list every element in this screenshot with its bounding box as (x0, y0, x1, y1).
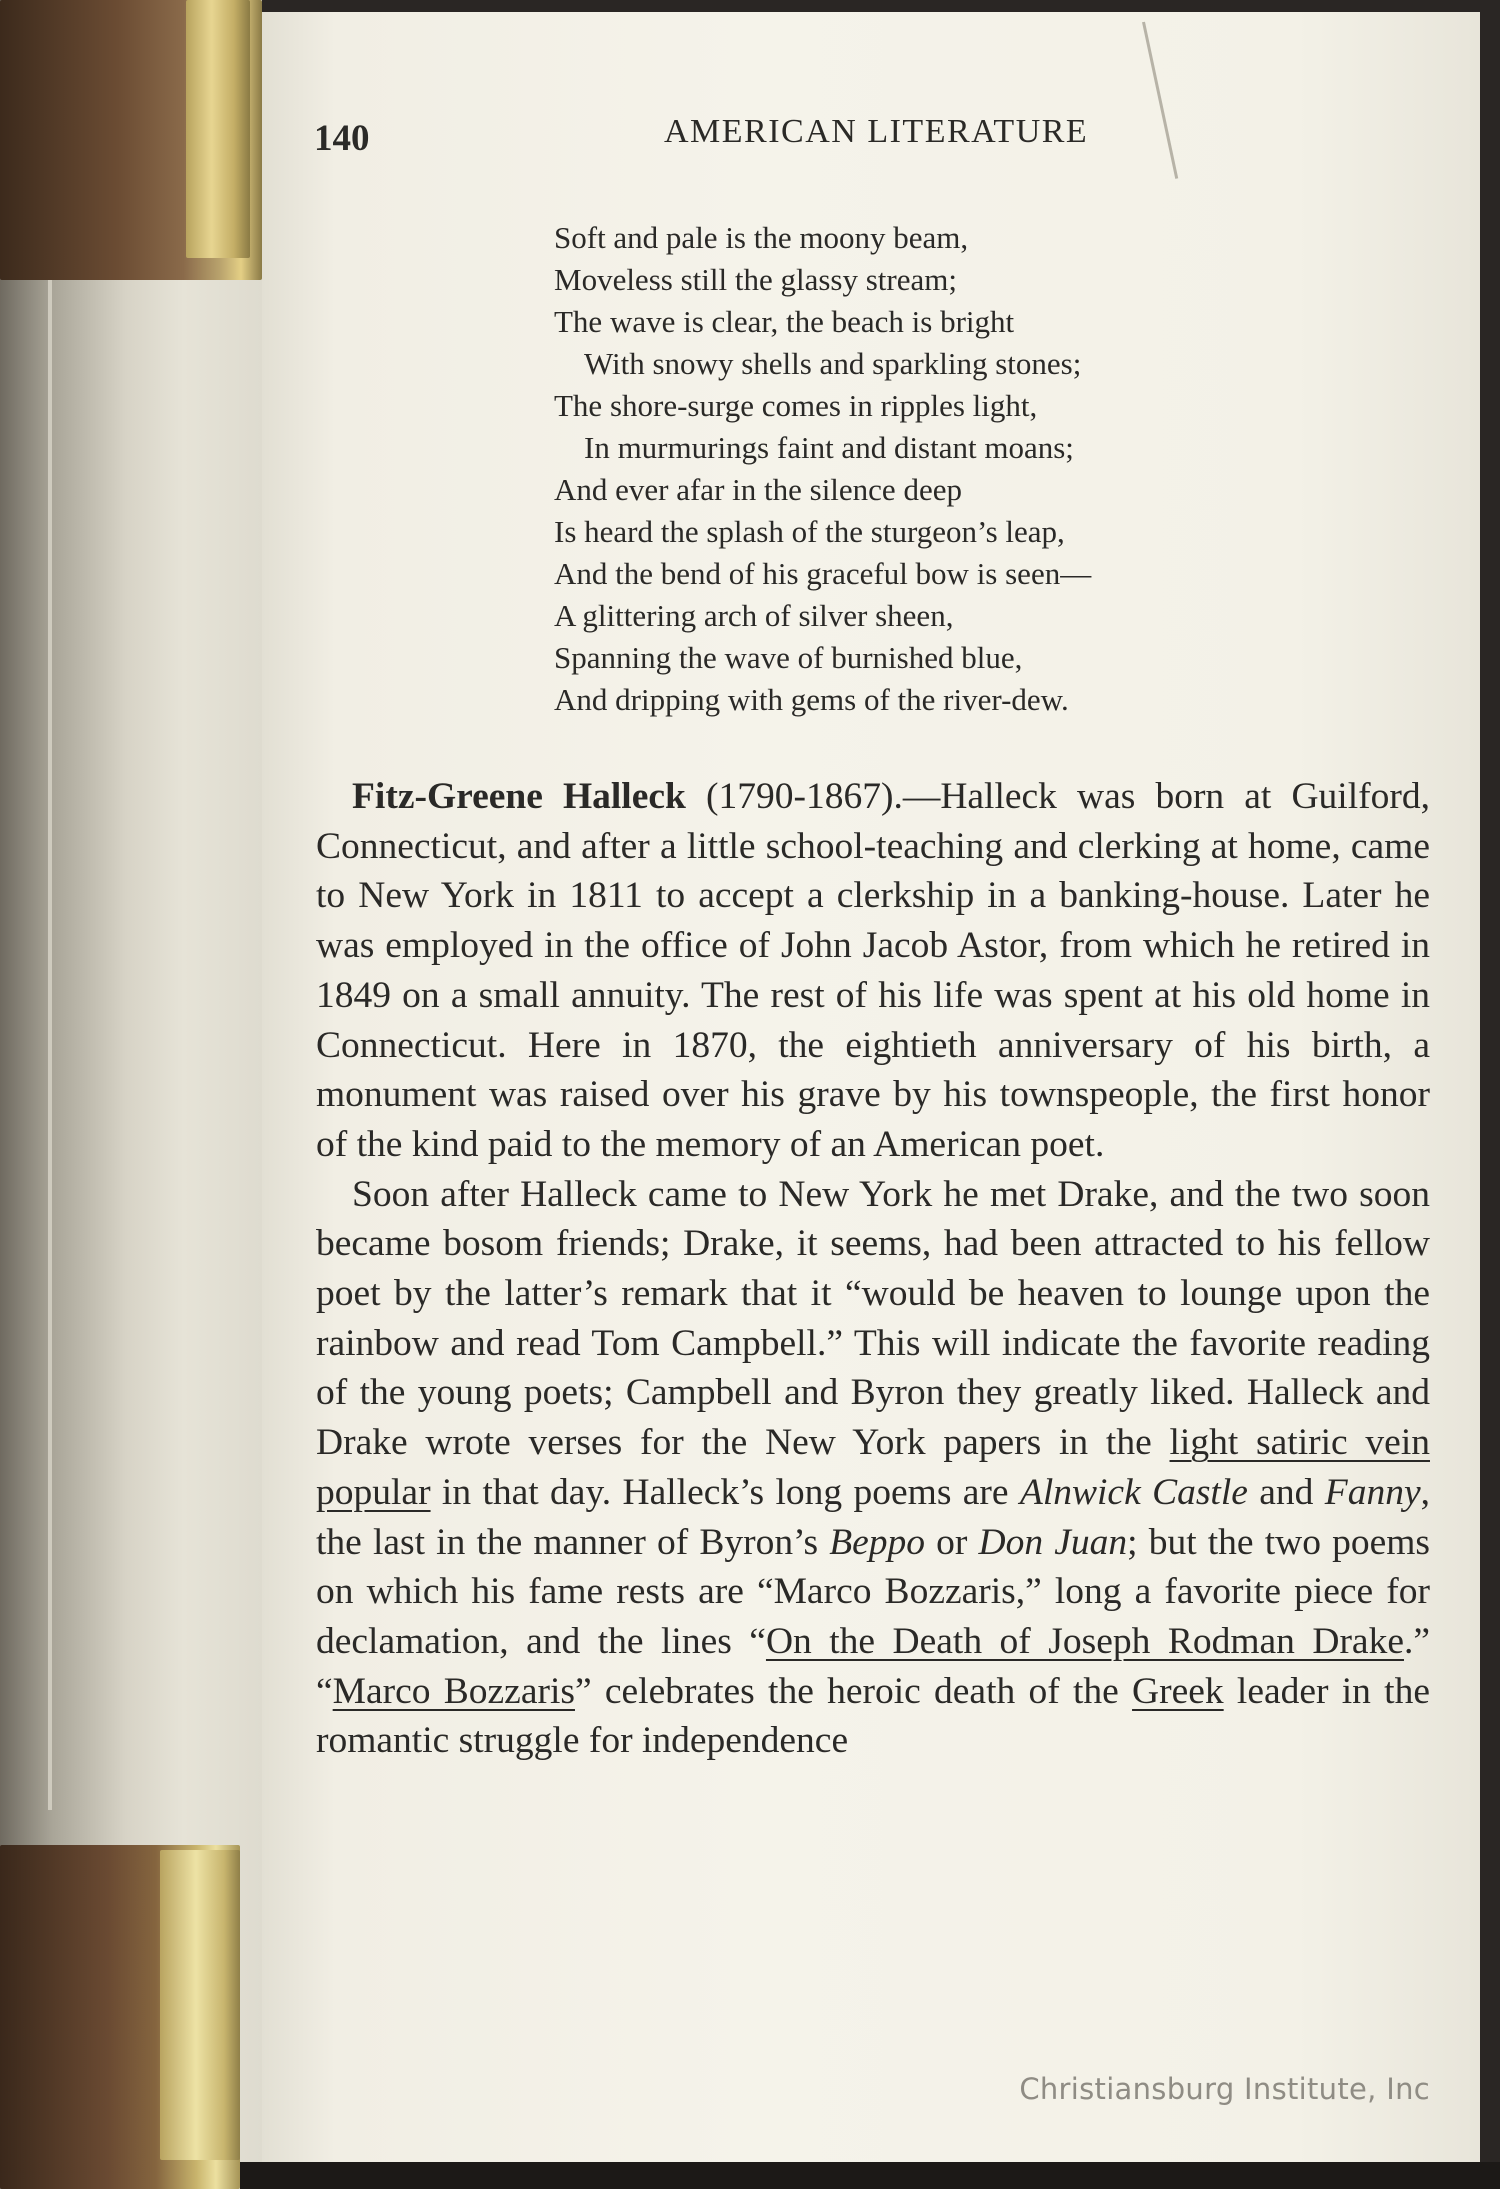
underlined-text: Marco Bozzaris (332, 1670, 575, 1712)
poem-line: Is heard the splash of the sturgeon’s leap, (554, 514, 1065, 549)
poem-line: Spanning the wave of burnished blue, (554, 640, 1023, 675)
text-run: .” “ (316, 1620, 1431, 1712)
running-title: AMERICAN LITERATURE (664, 113, 1089, 150)
poem-line: Soft and pale is the moony beam, (554, 220, 969, 255)
text-run: or (925, 1521, 979, 1563)
title-fanny: Fanny (1324, 1471, 1421, 1513)
title-beppo: Beppo (829, 1521, 926, 1563)
page-tab-bottom-edge (160, 1850, 240, 2160)
paragraph-halleck-bio (316, 772, 1430, 1170)
poem-line: And ever afar in the silence deep (554, 472, 962, 507)
page-tab-top-edge (186, 0, 250, 258)
poem-line: The shore-surge comes in ripples light, (554, 388, 1038, 423)
page-bottom-shadow (240, 2162, 1500, 2189)
text-run: , the last in the manner of Byron’s (316, 1471, 1430, 1563)
page-number: 140 (314, 118, 370, 159)
poem-line: Moveless still the glassy stream; (554, 262, 957, 297)
paragraph-halleck-drake (316, 1170, 1430, 1766)
text-run: and (1247, 1471, 1325, 1513)
poem-line: A glittering arch of silver sheen, (554, 598, 954, 633)
body-text (316, 772, 1430, 1766)
binding-line (48, 260, 52, 1810)
underlined-text: Greek (1132, 1670, 1224, 1712)
poem-line: And dripping with gems of the river-dew. (554, 682, 1069, 717)
poem-line: The wave is clear, the beach is bright (554, 304, 1015, 339)
poem-line: In murmurings faint and distant moans; (584, 430, 1074, 465)
poem (554, 217, 1314, 721)
watermark: Christiansburg Institute, Inc (1019, 2072, 1430, 2106)
book-page (262, 12, 1480, 2162)
text-run: leader in the romantic struggle for independence (316, 1670, 1430, 1762)
title-alnwick-castle: Alnwick Castle (1019, 1471, 1248, 1513)
title-don-juan: Don Juan (978, 1521, 1128, 1563)
page-header (314, 113, 1354, 177)
underlined-text: On the Death of Joseph Rodman Drake (765, 1620, 1404, 1662)
author-name: Fitz-Greene Halleck (352, 776, 686, 817)
poem-line: With snowy shells and sparkling stones; (584, 346, 1082, 381)
underlined-text: light satiric vein popular (316, 1422, 1430, 1513)
bio-text: (1790-1867).—Halleck was born at Guilford, Connecticut, and after a little school-teaching and clerking at home, came to New York in 1811 to accept a clerkship in a banking-house. Later he was employed in the office of John Jacob Astor, from which he retired in 1849 on a small annuity. The rest of his life was spent at his old home in Connecticut. Here in 1870, the eightieth anniversary of his birth, a monument was raised over his grave by his townspeople, the first honor of the kind paid to the memory of an American poet. (316, 776, 1430, 1165)
text-run: ” celebrates the heroic death of the (574, 1670, 1133, 1712)
text-run: in that day. Halleck’s long poems are (430, 1471, 1020, 1513)
text-run: Soon after Halleck came to New York he met Drake, and the two soon became bosom friends; Drake, it seems, had been attracted to his fellow poet by the latter’s remark that it “would be heaven to lounge upon the rainbow and read Tom Campbell.” This will indicate the favorite reading of the young poets; Campbell and Byron they greatly liked. Halleck and Drake wrote verses for the New York papers in the (316, 1173, 1430, 1464)
text-run: ; but the two poems on which his fame rests are “Marco Bozzaris,” long a favorite piece for declamation, and the lines “ (316, 1521, 1430, 1662)
poem-line: And the bend of his graceful bow is seen— (554, 556, 1092, 591)
